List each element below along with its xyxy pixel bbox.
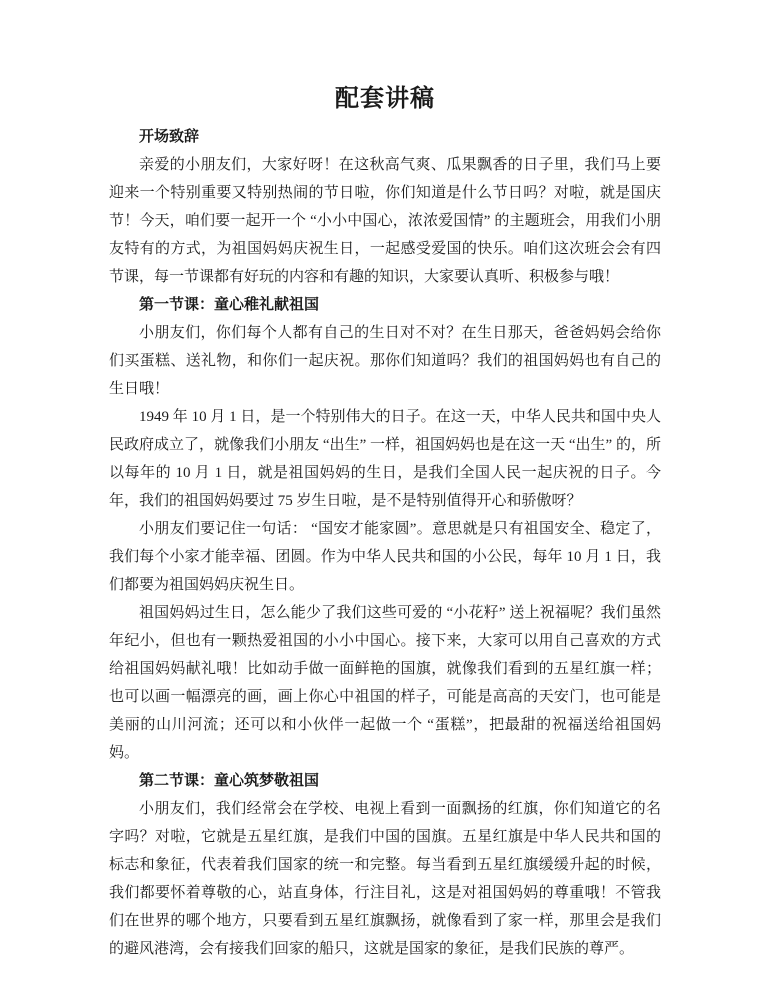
- paragraph-lesson2-1: 小朋友们，我们经常会在学校、电视上看到一面飘扬的红旗，你们知道它的名字吗？对啦，它就是五星红旗，是我们中国的国旗。五星红旗是中华人民共和国的标志和象征，代表着我们国家的统一和完整。每当看到五星红旗缓缓升起的时候，我们都要怀着尊敬的心，站直身体，行注目礼，这是对祖国妈妈的尊重哦！不管我们在世界的哪个地方，只要看到五星红旗飘扬，就像看到了家一样，那里会是我们的避风港湾，会有接我们回家的船只，这就是国家的象征，是我们民族的尊严。: [109, 801, 661, 957]
- paragraph-lesson1-2: 1949 年 10 月 1 日，是一个特别伟大的日子。在这一天，中华人民共和国中央人民政府成立了，就像我们小朋友 “出生” 一样，祖国妈妈也是在这一天 “出生” 的，所以每年的 10 月 1 日，就是祖国妈妈的生日，是我们全国人民一起庆祝的日子。今年，我们的祖国妈妈要过 75 岁生日啦，是不是特别值得开心和骄傲呀？: [109, 409, 661, 509]
- paragraph-lesson1-3: 小朋友们要记住一句话： “国安才能家圆”。意思就是只有祖国安全、稳定了，我们每个小家才能幸福、团圆。作为中华人民共和国的小公民，每年 10 月 1 日，我们都要为祖国妈妈庆祝生日。: [109, 521, 661, 593]
- section-heading-lesson-2: 第二节课：童心筑梦敬祖国: [139, 773, 320, 789]
- document-title: 配套讲稿: [335, 86, 435, 112]
- paragraph-lesson1-1: 小朋友们，你们每个人都有自己的生日对不对？在生日那天，爸爸妈妈会给你们买蛋糕、送礼物，和你们一起庆祝。那你们知道吗？我们的祖国妈妈也有自己的生日哦！: [109, 325, 661, 397]
- paragraph-opening-remarks-1: 亲爱的小朋友们，大家好呀！在这秋高气爽、瓜果飘香的日子里，我们马上要迎来一个特别重要又特别热闹的节日啦，你们知道是什么节日吗？对啦，就是国庆节！今天，咱们要一起开一个 “小小中国心，浓浓爱国情” 的主题班会，用我们小朋友特有的方式，为祖国妈妈庆祝生日，一起感受爱国的快乐。咱们这次班会会有四节课，每一节课都有好玩的内容和有趣的知识，大家要认真听、积极参与哦！: [109, 157, 661, 285]
- paragraph-lesson1-4: 祖国妈妈过生日，怎么能少了我们这些可爱的 “小花籽” 送上祝福呢？我们虽然年纪小，但也有一颗热爱祖国的小小中国心。接下来，大家可以用自己喜欢的方式给祖国妈妈献礼哦！比如动手做一面鲜艳的国旗，就像我们看到的五星红旗一样；也可以画一幅漂亮的画，画上你心中祖国的样子，可能是高高的天安门，也可能是美丽的山川河流；还可以和小伙伴一起做一个 “蛋糕”，把最甜的祝福送给祖国妈妈。: [109, 605, 661, 761]
- section-heading-opening-remarks: 开场致辞: [139, 129, 200, 145]
- section-heading-lesson-1: 第一节课：童心稚礼献祖国: [139, 297, 320, 313]
